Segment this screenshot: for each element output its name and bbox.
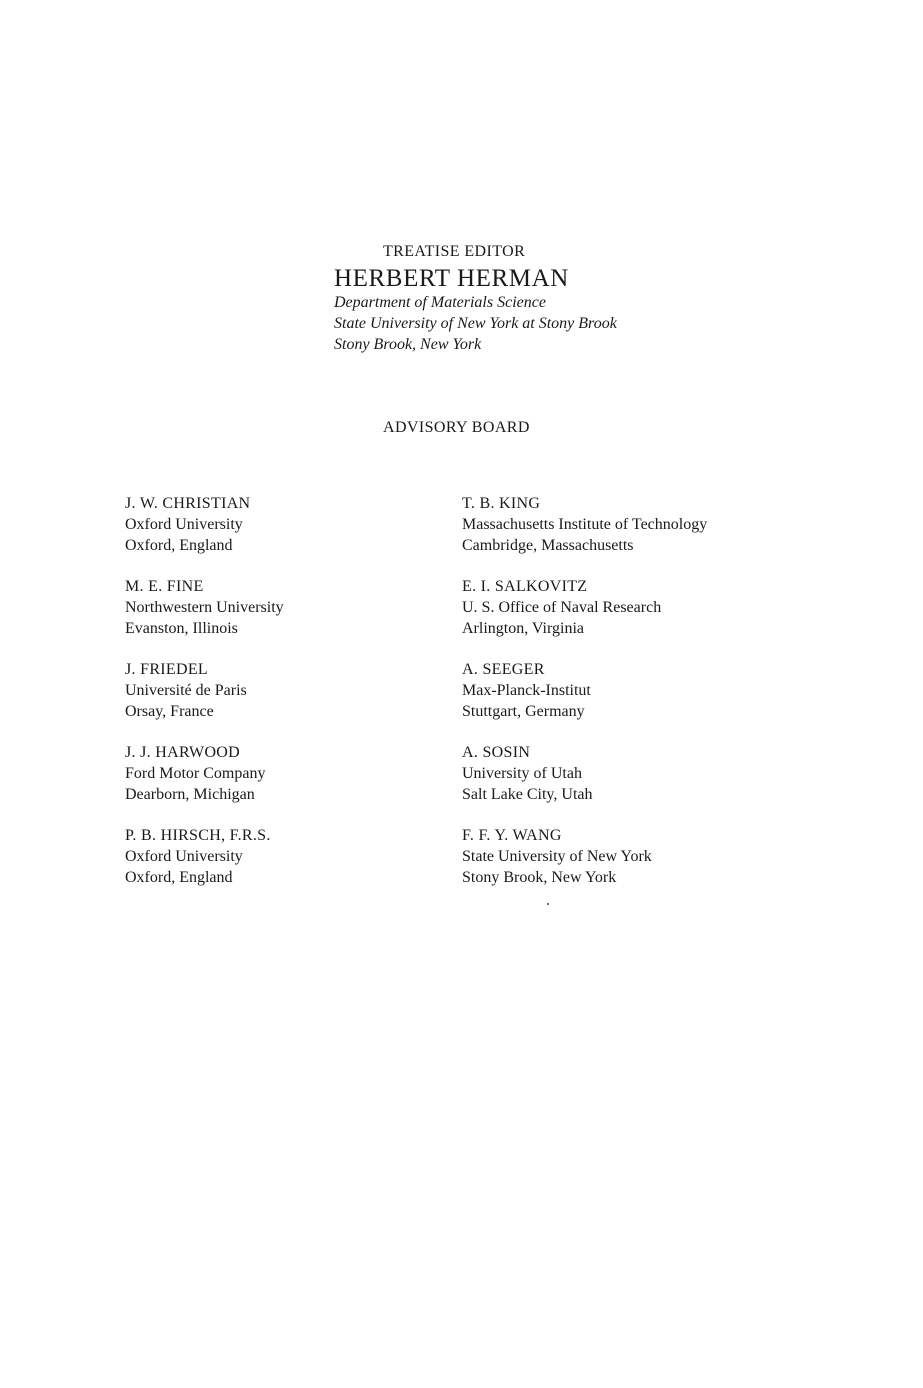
member-name: E. I. SALKOVITZ: [462, 578, 588, 595]
advisory-board-left-column: [125, 493, 284, 908]
member-institution: Université de Paris: [125, 682, 247, 699]
member-institution: Max-Planck-Institut: [462, 682, 591, 699]
board-member: [462, 493, 707, 556]
board-member: [462, 576, 707, 639]
member-location: Oxford, England: [125, 537, 233, 554]
member-institution: Ford Motor Company: [125, 765, 266, 782]
member-institution: University of Utah: [462, 765, 582, 782]
board-member: [462, 742, 707, 805]
member-name: M. E. FINE: [125, 578, 204, 595]
member-institution: Oxford University: [125, 516, 243, 533]
board-member: [125, 742, 284, 805]
member-name: A. SEEGER: [462, 661, 545, 678]
advisory-board-right-column: [462, 493, 707, 908]
board-member: [462, 659, 707, 722]
member-name: A. SOSIN: [462, 744, 531, 761]
affiliation-university: State University of New York at Stony Brook: [334, 315, 617, 332]
member-location: Evanston, Illinois: [125, 620, 238, 637]
member-institution: U. S. Office of Naval Research: [462, 599, 662, 616]
member-location: Stony Brook, New York: [462, 869, 617, 886]
member-location: Salt Lake City, Utah: [462, 786, 593, 803]
board-member: [125, 659, 284, 722]
member-name: T. B. KING: [462, 495, 541, 512]
treatise-editor-name: HERBERT HERMAN: [334, 265, 569, 292]
member-location: Arlington, Virginia: [462, 620, 584, 637]
member-institution: Oxford University: [125, 848, 243, 865]
board-member: [462, 825, 707, 888]
treatise-editor-affiliation: [334, 292, 617, 355]
member-name: J. W. CHRISTIAN: [125, 495, 251, 512]
board-member: [125, 493, 284, 556]
member-name: P. B. HIRSCH, F.R.S.: [125, 827, 271, 844]
member-location: Stuttgart, Germany: [462, 703, 585, 720]
member-institution: Northwestern University: [125, 599, 284, 616]
member-location: Cambridge, Massachusetts: [462, 537, 634, 554]
member-name: F. F. Y. WANG: [462, 827, 562, 844]
member-location: Dearborn, Michigan: [125, 786, 255, 803]
member-institution: Massachusetts Institute of Technology: [462, 516, 708, 533]
board-member: [125, 576, 284, 639]
advisory-board-title: ADVISORY BOARD: [383, 419, 530, 436]
affiliation-department: Department of Materials Science: [334, 294, 546, 311]
member-location: Orsay, France: [125, 703, 214, 720]
treatise-editor-label: TREATISE EDITOR: [383, 243, 526, 260]
print-speck: [547, 903, 549, 905]
member-name: J. J. HARWOOD: [125, 744, 241, 761]
affiliation-location: Stony Brook, New York: [334, 336, 482, 353]
member-location: Oxford, England: [125, 869, 233, 886]
member-institution: State University of New York: [462, 848, 652, 865]
member-name: J. FRIEDEL: [125, 661, 208, 678]
board-member: [125, 825, 284, 888]
